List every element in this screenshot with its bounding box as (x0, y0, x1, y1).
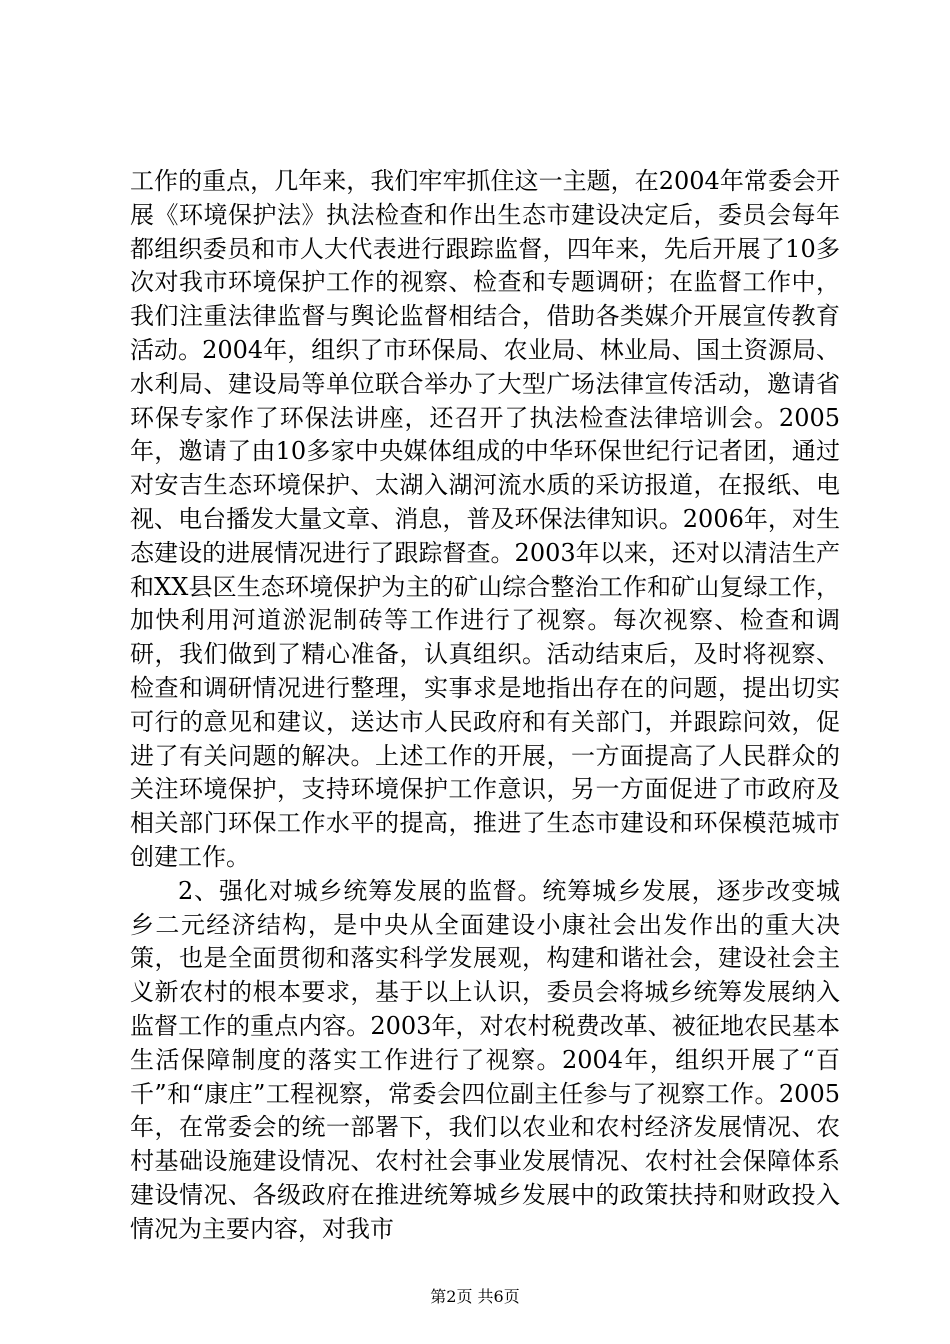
body-text (130, 165, 840, 1247)
paragraph-urban-rural: 2、强化对城乡统筹发展的监督。统筹城乡发展，逐步改变城乡二元经济结构，是中央从全面建设小康社会出发作出的重大决策，也是全面贯彻和落实科学发展观，构建和谐社会，建设社会主义新农村的根本要求，基于以上认识，委员会将城乡统筹发展纳入监督工作的重点内容。2003年，对农村税费改革、被征地农民基本生活保障制度的落实工作进行了视察。2004年，组织开展了“百千”和“康庄”工程视察，常委会四位副主任参与了视察工作。2005年，在常委会的统一部署下，我们以农业和农村经济发展情况、农村基础设施建设情况、农村社会事业发展情况、农村社会保障体系建设情况、各级政府在推进统筹城乡发展中的政策扶持和财政投入情况为主要内容，对我市 (130, 876, 840, 1243)
paragraph-continued: 工作的重点，几年来，我们牢牢抓住这一主题，在2004年常委会开展《环境保护法》执法检查和作出生态市建设决定后，委员会每年都组织委员和市人大代表进行跟踪监督，四年来，先后开展了10多次对我市环境保护工作的视察、检查和专题调研；在监督工作中，我们注重法律监督与舆论监督相结合，借助各类媒介开展宣传教育活动。2004年，组织了市环保局、农业局、林业局、国土资源局、水利局、建设局等单位联合举办了大型广场法律宣传活动，邀请省环保专家作了环保法讲座，还召开了执法检查法律培训会。2005年，邀请了由10多家中央媒体组成的中华环保世纪行记者团，通过对安吉生态环境保护、太湖入湖河流水质的采访报道，在报纸、电视、电台播发大量文章、消息，普及环保法律知识。2006年，对生态建设的进展情况进行了跟踪督查。2003年以来，还对以清洁生产和XX县区生态环境保护为主的矿山综合整治工作和矿山复绿工作，加快利用河道淤泥制砖等工作进行了视察。每次视察、检查和调研，我们做到了精心准备，认真组织。活动结束后，及时将视察、检查和调研情况进行整理，实事求是地指出存在的问题，提出切实可行的意见和建议，送达市人民政府和有关部门，并跟踪问效，促进了有关问题的解决。上述工作的开展，一方面提高了人民群众的关注环境保护，支持环境保护工作意识，另一方面促进了市政府及相关部门环保工作水平的提高，推进了生态市建设和环保模范城市创建工作。 (130, 167, 840, 871)
page-footer: 第2页 共6页 (430, 1287, 520, 1306)
